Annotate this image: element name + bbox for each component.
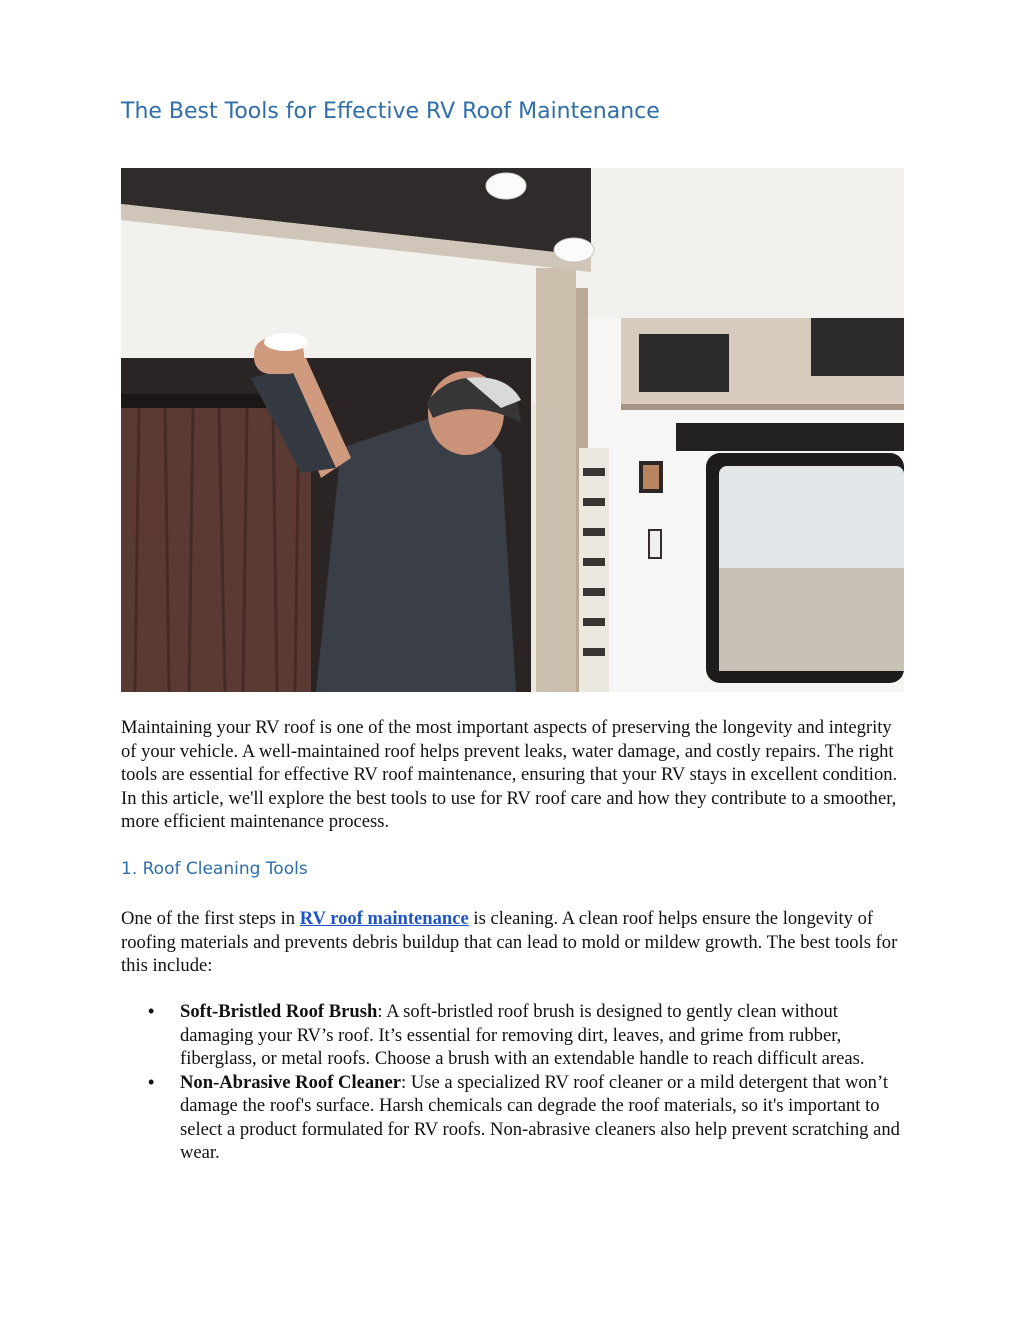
tool-term: Non-Abrasive Roof Cleaner: [180, 1071, 402, 1093]
tool-description: : A soft-bristled roof brush is designed to gently clean without damaging your RV’s roof. It’s essential for removing dirt, leaves, and grime from rubber, fiberglass, or metal roofs. Choose a brush with an extendable handle to reach difficult areas.: [180, 1001, 865, 1069]
hero-image: [121, 168, 904, 692]
lead-text-after: is cleaning. A clean roof helps ensure the longevity of roofing materials and prevents debris buildup that can lead to mold or mildew growth. The best tools for this include:: [121, 908, 898, 976]
rv-roof-maintenance-link[interactable]: RV roof maintenance: [299, 908, 469, 929]
section-lead-paragraph: [121, 907, 911, 978]
list-item: [121, 1000, 911, 1071]
page-title: The Best Tools for Effective RV Roof Maintenance: [121, 99, 660, 124]
section-heading: 1. Roof Cleaning Tools: [121, 859, 308, 879]
tools-list: [121, 1000, 911, 1165]
lead-text-before: One of the first steps in: [121, 908, 300, 929]
tool-term: Soft-Bristled Roof Brush: [180, 1001, 378, 1022]
list-item: [121, 1071, 911, 1165]
tool-description: : Use a specialized RV roof cleaner or a mild detergent that won’t damage the roof's surface. Harsh chemicals can degrade the roof materials, so it's important to select a product formulated for RV roofs. Non-abrasive cleaners also help prevent scratching and wear.: [180, 1071, 900, 1163]
intro-paragraph: Maintaining your RV roof is one of the most important aspects of preserving the longevity and integrity of your vehicle. A well-maintained roof helps prevent leaks, water damage, and costly repairs. The right tools are essential for effective RV roof maintenance, ensuring that your RV stays in excellent condition. In this article, we'll explore the best tools to use for RV roof care and how they contribute to a smoother, more efficient maintenance process.: [121, 717, 898, 832]
rv-interior-photo-icon: [121, 168, 904, 692]
